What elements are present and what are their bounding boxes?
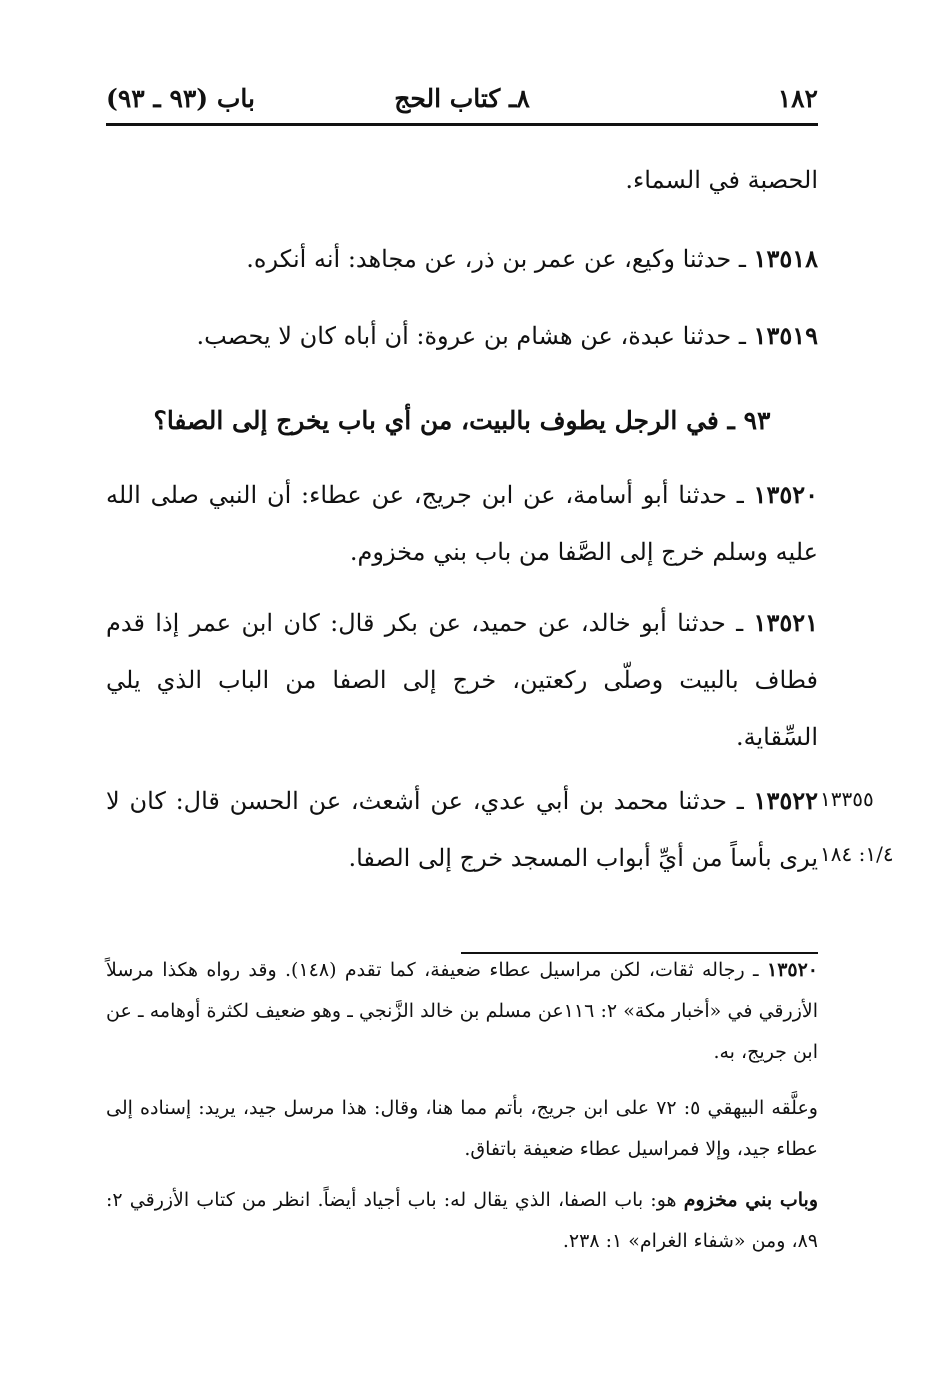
hadith-number: ١٣٥٢١ <box>753 608 818 637</box>
hadith-text: ـ حدثنا أبو خالد، عن حميد، عن بكر قال: كان ابن عمر إذا قدم فطاف بالبيت وصلّى ركعتين، خرج إلى الصفا من الباب الذي يلي السِّقاية. <box>106 609 818 751</box>
footnote-text: وعلَّقه البيهقي ٥: ٧٢ على ابن جريج، بأتم مما هنا، وقال: هذا مرسل جيد، يريد: إسناده إلى عطاء جيد، وإلا فمراسيل عطاء ضعيفة باتفاق. <box>106 1097 818 1160</box>
footnote-lead: وباب بني مخزوم <box>683 1189 819 1211</box>
hadith-13521 <box>106 594 818 766</box>
continuation-text: الحصبة في السماء. <box>625 166 818 194</box>
hadith-number: ١٣٥١٩ <box>753 321 818 350</box>
footnote-2 <box>106 1088 818 1170</box>
footnote-1 <box>106 950 818 1073</box>
hadith-text: ـ حدثنا عبدة، عن هشام بن عروة: أن أباه كان لا يحصب. <box>196 322 754 350</box>
hadith-13520 <box>106 466 818 581</box>
chapter-range: باب (٩٣ ـ ٩٣) <box>106 84 255 113</box>
hadith-number: ١٣٥٢٢ <box>753 786 818 815</box>
margin-reference-2: ١/٤: ١٨٤ <box>820 842 894 866</box>
hadith-number: ١٣٥١٨ <box>753 244 818 273</box>
section-title: ٩٣ ـ في الرجل يطوف بالبيت، من أي باب يخرج إلى الصفا؟ <box>153 406 771 435</box>
footnote-text: ـ رجاله ثقات، لكن مراسيل عطاء ضعيفة، كما تقدم (١٤٨). وقد رواه هكذا مرسلاً الأزرقي في «أخبار مكة» ٢: ١١٦عن مسلم بن خالد الزَّنجي ـ وهو ضعيف لكثرة أوهامه ـ عن ابن جريج، به. <box>106 959 818 1063</box>
hadith-text: ـ حدثنا أبو أسامة، عن ابن جريج، عن عطاء: أن النبي صلى الله عليه وسلم خرج إلى الصَّفا من باب بني مخزوم. <box>106 481 818 566</box>
footnote-3 <box>106 1180 818 1262</box>
hadith-13518 <box>106 230 818 288</box>
page-header <box>106 84 818 124</box>
hadith-text: ـ حدثنا وكيع، عن عمر بن ذر، عن مجاهد: أنه أنكره. <box>246 245 754 273</box>
hadith-text: ـ حدثنا محمد بن أبي عدي، عن أشعث، عن الحسن قال: كان لا يرى بأساً من أيِّ أبواب المسجد خرج إلى الصفا. <box>106 787 818 872</box>
hadith-number: ١٣٥٢٠ <box>753 480 818 509</box>
footnote-text: هو: باب الصفا، الذي يقال له: باب أجياد أيضاً. انظر من كتاب الأزرقي ٢: ٨٩، ومن «شفاء الغرام» ١: ٢٣٨. <box>106 1189 818 1252</box>
margin-reference-1: ١٣٣٥٥ <box>820 787 874 811</box>
hadith-13519 <box>106 307 818 365</box>
header-divider <box>106 123 818 126</box>
hadith-13522 <box>106 772 818 887</box>
book-title: ٨ـ كتاب الحج <box>394 84 530 113</box>
footnote-number: ١٣٥٢٠ <box>766 959 819 981</box>
page-number: ١٨٢ <box>777 84 818 113</box>
